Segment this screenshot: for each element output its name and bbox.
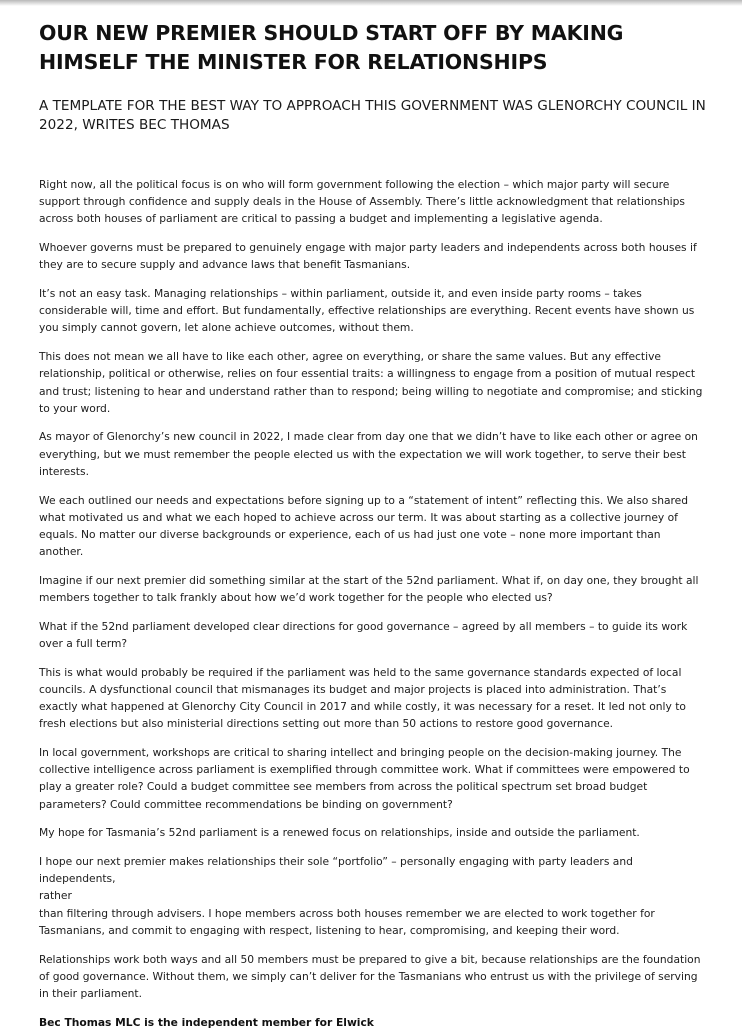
paragraph-line: than filtering through advisers. I hope members across both houses remember we are elected to work together for Tasmanians, and commit to engaging with respect, listening to hear, compromising, and keeping their word. <box>39 906 655 937</box>
top-edge-shadow <box>0 0 742 6</box>
body-paragraph: My hope for Tasmania’s 52nd parliament is a renewed focus on relationships, inside and outside the parliament. <box>39 826 640 840</box>
opinion-article <box>39 19 707 1031</box>
body-paragraph: This does not mean we all have to like each other, agree on everything, or share the same values. But any effective relationship, political or otherwise, relies on four essential traits: a willingness to engage from a position of mutual respect and trust; listening to hear and understand rather than to respond; being willing to negotiate and compromise; and sticking to your word. <box>39 350 703 415</box>
article-body <box>39 176 707 1031</box>
body-paragraph: This is what would probably be required if the parliament was held to the same governance standards expected of local councils. A dysfunctional council that mismanages its budget and major projects is placed into administration. That’s exactly what happened at Glenorchy City Council in 2017 and while costly, it was necessary for a reset. It led not only to fresh elections but also ministerial directions setting out more than 50 actions to restore good governance. <box>39 665 686 731</box>
closing-paragraph: Relationships work both ways and all 50 members must be prepared to give a bit, because relationships are the foundation of good governance. Without them, we simply can’t deliver for the Tasmanians who entrust us with the privilege of serving in their parliament. <box>39 952 701 1000</box>
body-paragraph-portfolio <box>39 853 707 939</box>
body-paragraph: It’s not an easy task. Managing relationships – within parliament, outside it, and even inside party rooms – takes considerable will, time and effort. But fundamentally, effective relationships are everything. Recent events have shown us you simply cannot govern, let alone achieve outcomes, without them. <box>39 287 695 335</box>
body-paragraph: We each outlined our needs and expectations before signing up to a “statement of intent” reflecting this. We also shared what motivated us and what we each hoped to achieve across our term. It was about starting as a collective journey of equals. No matter our diverse backgrounds or experience, each of us had just one vote – none more important than another. <box>39 493 689 559</box>
paragraph-line: I hope our next premier makes relationships their sole “portfolio” – personally engaging with party leaders and independents, <box>39 855 633 886</box>
body-paragraph: Right now, all the political focus is on who will form government following the election – which major party will secure support through confidence and supply deals in the House of Assembly. There’s little acknowledgment that relationships across both houses of parliament are critical to passing a budget and implementing a legislative agenda. <box>39 178 685 226</box>
body-paragraph: In local government, workshops are critical to sharing intellect and bringing people on the decision-making journey. The collective intelligence across parliament is exemplified through committee work. What if committees were empowered to play a greater role? Could a budget committee see members from across the political spectrum set broad budget parameters? Could committee recommendations be binding on government? <box>39 745 690 811</box>
article-standfirst: A TEMPLATE FOR THE BEST WAY TO APPROACH THIS GOVERNMENT WAS GLENORCHY COUNCIL IN 2022, WRITES BEC THOMAS <box>39 98 706 133</box>
body-paragraph: Whoever governs must be prepared to genuinely engage with major party leaders and independents across both houses if they are to secure supply and advance laws that benefit Tasmanians. <box>39 241 697 272</box>
body-paragraph: What if the 52nd parliament developed clear directions for good governance – agreed by all members – to guide its work over a full term? <box>39 619 688 650</box>
paragraph-line: rather <box>39 889 72 903</box>
article-headline: OUR NEW PREMIER SHOULD START OFF BY MAKING HIMSELF THE MINISTER FOR RELATIONSHIPS <box>39 21 624 74</box>
author-byline: Bec Thomas MLC is the independent member for Elwick <box>39 1015 374 1029</box>
body-paragraph: As mayor of Glenorchy’s new council in 2022, I made clear from day one that we didn’t have to like each other or agree on everything, but we must remember the people elected us with the expectation we will work together, to serve their best interests. <box>39 430 698 478</box>
body-paragraph: Imagine if our next premier did something similar at the start of the 52nd parliament. What if, on day one, they brought all members together to talk frankly about how we’d work together for the people who elected us? <box>39 573 699 605</box>
